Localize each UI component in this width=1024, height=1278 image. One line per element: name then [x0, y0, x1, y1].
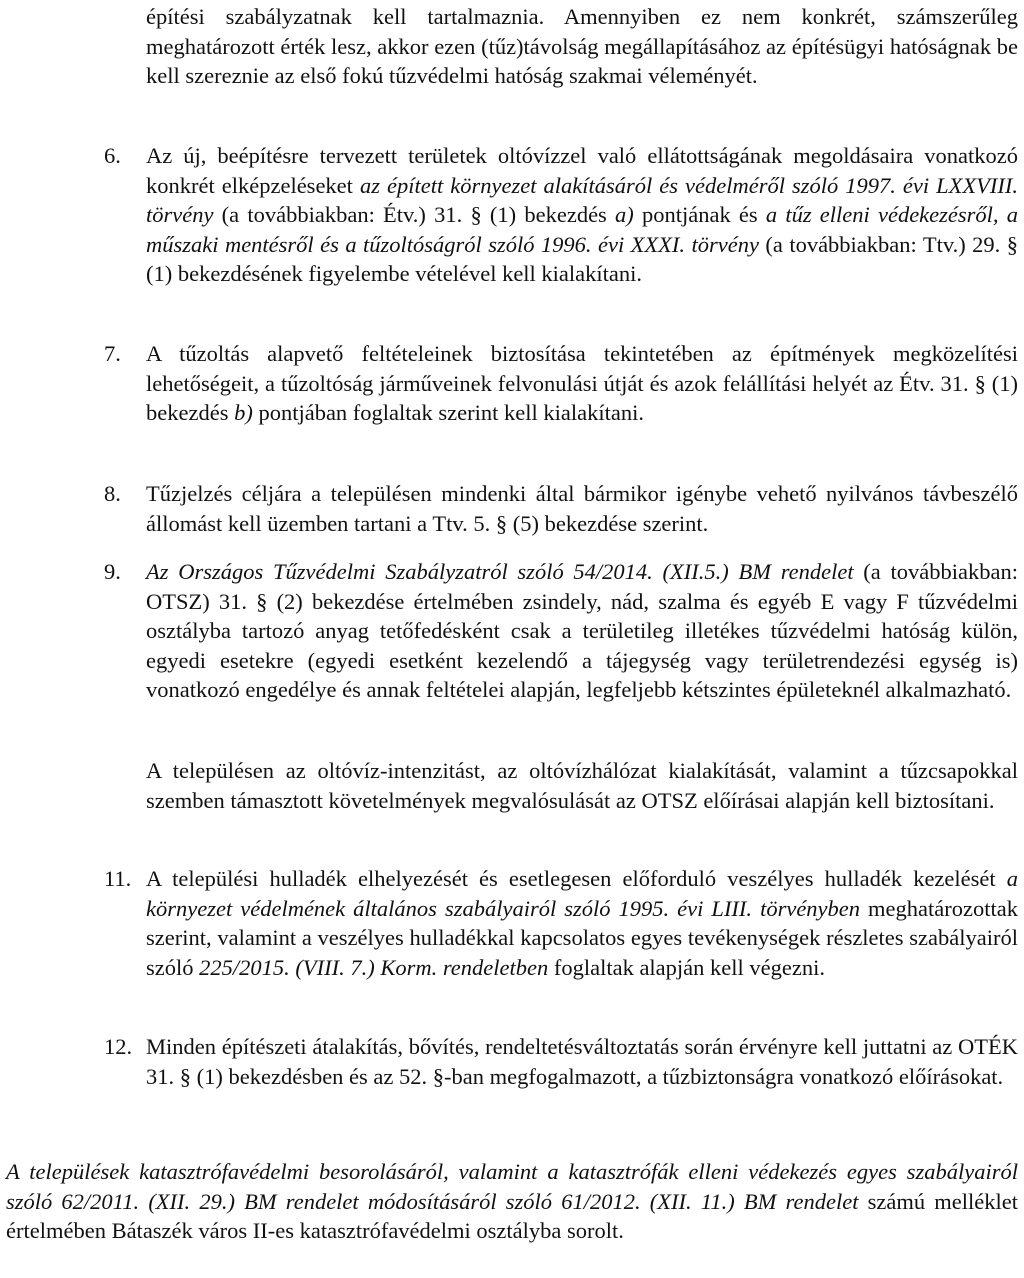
item-number-12: 12. — [104, 1034, 133, 1059]
item-number-9: 9. — [104, 559, 121, 584]
item-9-law-ref: Az Országos Tűzvédelmi Szabályzatról szóló 54/2014. (XII.5.) BM rendelet — [146, 559, 854, 584]
item-6-law-ref-1: az épített környezet alakításáról és védelméről szóló 1997. évi LXXVIII. törvény — [146, 172, 1018, 227]
item-7-text-2: pontjában foglaltak szerint kell kialakítani. — [252, 400, 644, 425]
item-11-text-2: meghatározottak szerint, valamint a veszélyes hulladékkal kapcsolatos egyes tevékenységek részletes szabályairól szóló — [146, 895, 1018, 980]
item-8-text: Tűzjelzés céljára a településen mindenki által bármikor igénybe vehető nyilvános távbeszélő állomást kell üzemben tartani a Ttv. 5. § (5) bekezdése szerint. — [146, 481, 1018, 536]
item-12-text: Minden építészeti átalakítás, bővítés, rendeltetésváltoztatás során érvényre kell juttatni az OTÉK 31. § (1) bekezdésben és az 52. §-ban megfogalmazott, a tűzbiztonságra vonatkozó előírásokat. — [146, 1034, 1018, 1089]
closing-paragraph — [6, 1157, 1018, 1246]
item-6-text-3: pontjának és — [633, 202, 766, 227]
item-6-point-ref: a) — [615, 202, 634, 227]
oltoviz-text: A településen az oltóvíz-intenzitást, az oltóvízhálózat kialakítását, valamint a tűzcsapokkal szemben támasztott követelmények megvalósulását az OTSZ előírásai alapján kell biztosítani. — [146, 758, 1018, 813]
item-9-paragraph — [146, 557, 1018, 705]
closing-text: számú melléklet értelmében Bátaszék város II-es katasztrófavédelmi osztályba sorolt. — [6, 1188, 1018, 1243]
item-number-6: 6. — [104, 143, 121, 168]
item-6-text-4: (a továbbiakban: Ttv.) 29. § (1) bekezdésének figyelembe vételével kell kialakítani. — [146, 231, 1018, 286]
item-number-8: 8. — [104, 481, 121, 506]
item-9-text: (a továbbiakban: OTSZ) 31. § (2) bekezdése értelmében zsindely, nád, szalma és egyéb E vagy F tűzvédelmi osztályba tartozó anyag tetőfedésként csak a területileg illetékes tűzvédelmi hatóság külön, egyedi esetekre (egyedi esetként kezelendő a tájegység vagy területrendezési egység is) vonatkozó engedélye és annak feltételei alapján, legfeljebb kétszintes épületeknél alkalmazható. — [146, 559, 1018, 702]
item-11-paragraph — [146, 864, 1018, 982]
intro-paragraph — [146, 2, 1018, 91]
item-12-paragraph — [146, 1032, 1018, 1091]
item-8-paragraph — [146, 479, 1018, 538]
item-6-paragraph — [146, 141, 1018, 289]
item-7-text-1: A tűzoltás alapvető feltételeinek biztosítása tekintetében az építmények megközelítési lehetőségeit, a tűzoltóság járműveinek felvonulási útját és azok felállítási helyét az Étv. 31. § (1) bekezdés — [146, 341, 1018, 425]
closing-law-ref: A települések katasztrófavédelmi besorolásáról, valamint a katasztrófák elleni védekezés egyes szabályairól szóló 62/2011. (XII. 29.) BM rendelet módosításáról szóló 61/2012. (XII. 11.) BM rendelet — [6, 1159, 1018, 1214]
item-11-law-ref-2: 225/2015. (VIII. 7.) Korm. rendeletben — [199, 954, 549, 980]
item-7-point-ref: b) — [234, 400, 253, 425]
item-6-text-1: Az új, beépítésre tervezett területek oltóvízzel való ellátottságának megoldásaira vonatkozó konkrét elképzeléseket — [146, 143, 1018, 198]
item-6-text-2: (a továbbiakban: Étv.) 31. § (1) bekezdés — [213, 202, 616, 227]
item-number-7: 7. — [104, 341, 121, 366]
item-6-law-ref-2: a tűz elleni védekezésről, a műszaki mentésről és a tűzoltóságról szóló 1996. évi XXXI. törvény — [146, 202, 1018, 257]
item-11-law-ref-1: a környezet védelmének általános szabályairól szóló 1995. évi LIII. törvényben — [146, 866, 1018, 921]
item-11-text-1: A települési hulladék elhelyezését és esetlegesen előforduló veszélyes hulladék kezelését — [146, 866, 1007, 891]
intro-text: építési szabályzatnak kell tartalmaznia. Amennyiben ez nem konkrét, számszerűleg meghatározott érték lesz, akkor ezen (tűz)távolság megállapításához az építésügyi hatóságnak be kell szereznie az első fokú tűzvédelmi hatóság szakmai véleményét. — [146, 4, 1018, 88]
item-number-11: 11. — [104, 866, 132, 891]
oltoviz-paragraph — [146, 756, 1018, 815]
item-7-paragraph — [146, 339, 1018, 428]
item-11-text-3: foglaltak alapján kell végezni. — [548, 954, 825, 980]
